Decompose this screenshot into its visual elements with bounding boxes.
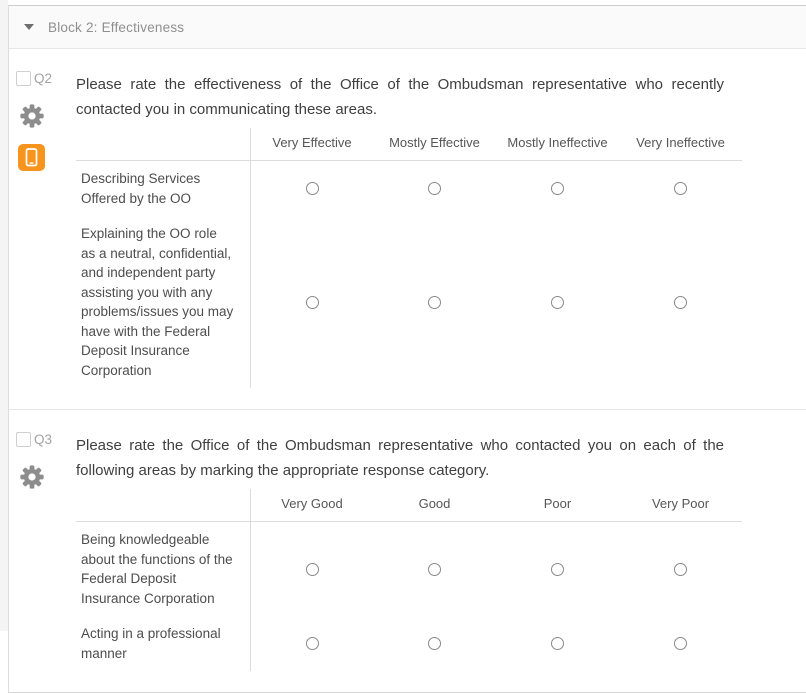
- matrix-column-header: Mostly Effective: [373, 128, 496, 161]
- radio-button[interactable]: [674, 637, 687, 650]
- radio-button[interactable]: [551, 637, 564, 650]
- radio-button[interactable]: [428, 182, 441, 195]
- question-text: Please rate the effectiveness of the Office of the Ombudsman representative who recently contacted you in communicating these areas.: [76, 76, 724, 118]
- radio-button[interactable]: [674, 182, 687, 195]
- matrix-cell: [619, 616, 742, 671]
- radio-button[interactable]: [306, 563, 319, 576]
- radio-button[interactable]: [428, 563, 441, 576]
- matrix-cell: [373, 216, 496, 388]
- matrix-column-header: Very Effective: [250, 128, 373, 161]
- matrix-cell: [496, 216, 619, 388]
- radio-button[interactable]: [551, 296, 564, 309]
- matrix-column-header: Mostly Ineffective: [496, 128, 619, 161]
- question-number: Q3: [34, 432, 53, 447]
- matrix-column-header: Poor: [496, 489, 619, 522]
- matrix-table-q2: [76, 128, 742, 388]
- question-number: Q2: [34, 71, 53, 86]
- radio-button[interactable]: [674, 563, 687, 576]
- mobile-compatibility-icon[interactable]: [18, 144, 45, 171]
- radio-button[interactable]: [428, 296, 441, 309]
- matrix-cell: [250, 616, 373, 671]
- matrix-cell: [250, 522, 373, 616]
- matrix-cell: [496, 616, 619, 671]
- matrix-cell: [619, 216, 742, 388]
- matrix-corner: [76, 128, 250, 161]
- matrix-table-q3: [76, 489, 742, 671]
- matrix-corner: [76, 489, 250, 522]
- block-header[interactable]: [9, 6, 806, 49]
- select-question-checkbox[interactable]: [16, 432, 31, 447]
- matrix-cell: [250, 161, 373, 216]
- survey-block: [8, 5, 806, 693]
- matrix-row-label: Acting in a professional manner: [81, 626, 221, 661]
- gear-icon[interactable]: [18, 102, 46, 130]
- matrix-cell: [496, 161, 619, 216]
- question-card-q3: [9, 410, 806, 692]
- matrix-row-label: Describing Services Offered by the OO: [81, 171, 201, 206]
- matrix-cell: [496, 522, 619, 616]
- matrix-column-header: Very Good: [250, 489, 373, 522]
- radio-button[interactable]: [306, 296, 319, 309]
- question-rail-q3: [16, 432, 76, 491]
- matrix-cell: [619, 161, 742, 216]
- matrix-column-header: Very Ineffective: [619, 128, 742, 161]
- matrix-column-header: Good: [373, 489, 496, 522]
- question-card-q2: [9, 49, 806, 409]
- matrix-row-label: Being knowledgeable about the functions of the Federal Deposit Insurance Corporation: [81, 532, 233, 606]
- radio-button[interactable]: [306, 182, 319, 195]
- matrix-cell: [250, 216, 373, 388]
- matrix-column-header: Very Poor: [619, 489, 742, 522]
- question-text: Please rate the Office of the Ombudsman representative who contacted you on each of the following areas by marking the appropriate response category.: [76, 437, 724, 479]
- gear-icon[interactable]: [18, 463, 46, 491]
- radio-button[interactable]: [551, 182, 564, 195]
- collapse-chevron-icon[interactable]: [24, 24, 34, 30]
- matrix-cell: [619, 522, 742, 616]
- radio-button[interactable]: [551, 563, 564, 576]
- block-title: Block 2: Effectiveness: [48, 19, 185, 35]
- select-question-checkbox[interactable]: [16, 71, 31, 86]
- matrix-cell: [373, 161, 496, 216]
- matrix-cell: [373, 616, 496, 671]
- matrix-row-label: Explaining the OO role as a neutral, confidential, and independent party assisting you with any problems/issues you may have with the Federal Deposit Insurance Corporation: [81, 226, 234, 378]
- matrix-cell: [373, 522, 496, 616]
- radio-button[interactable]: [306, 637, 319, 650]
- radio-button[interactable]: [428, 637, 441, 650]
- question-rail-q2: [16, 71, 76, 171]
- radio-button[interactable]: [674, 296, 687, 309]
- page-left-gutter: [0, 0, 8, 631]
